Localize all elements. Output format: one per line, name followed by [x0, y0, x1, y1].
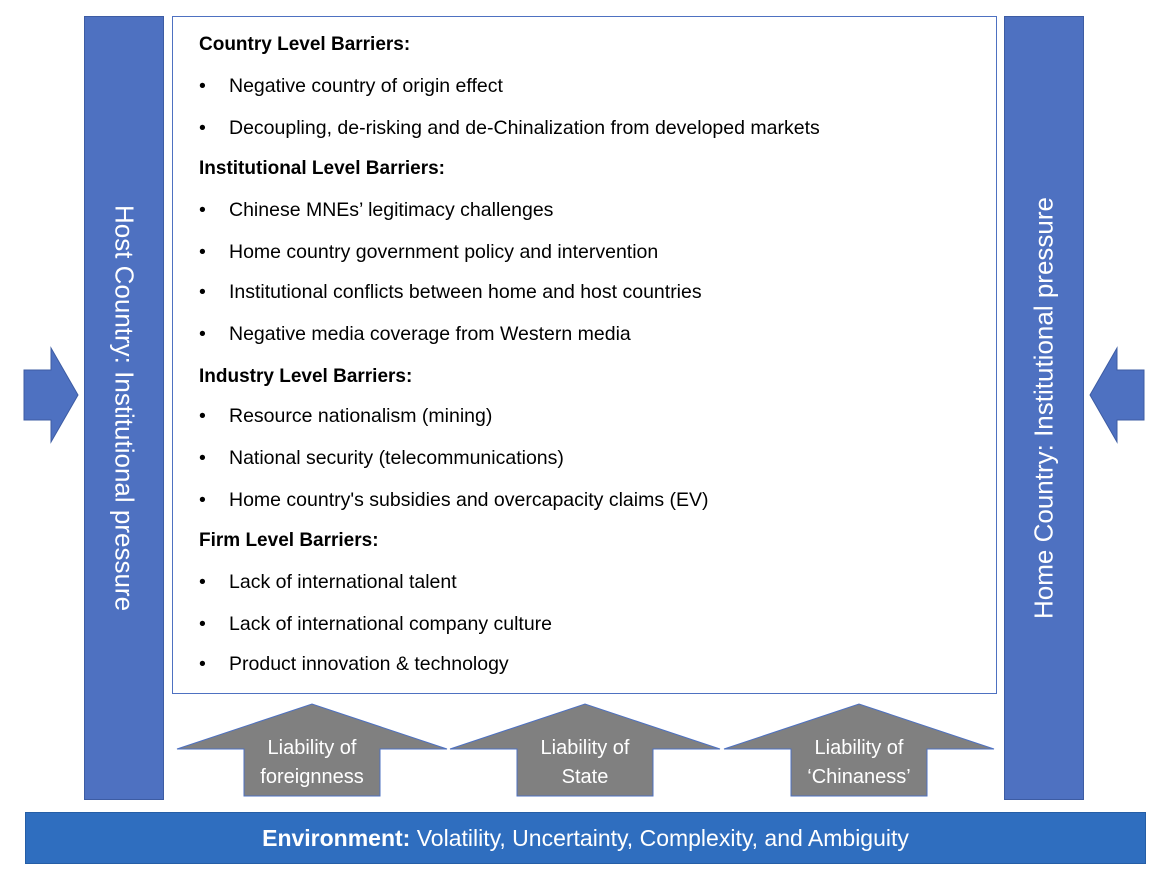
barrier-item-text: Home country's subsidies and overcapacity claims (EV) — [229, 489, 709, 511]
bullet-icon: • — [199, 281, 206, 303]
environment-bar — [25, 812, 1146, 864]
barrier-item-text: National security (telecommunications) — [229, 447, 564, 469]
host-country-pressure-bar — [84, 16, 164, 800]
environment-label: Environment: — [262, 825, 411, 851]
liability-label-line2: foreignness — [260, 766, 364, 788]
environment-text: Volatility, Uncertainty, Complexity, and Ambiguity — [416, 825, 909, 851]
bullet-icon: • — [199, 199, 206, 221]
liability-label — [723, 734, 995, 792]
barrier-item-text: Lack of international company culture — [229, 613, 553, 635]
barrier-item — [199, 199, 553, 222]
barrier-item-text: Home country government policy and intervention — [229, 241, 659, 263]
bullet-icon: • — [199, 405, 206, 427]
barrier-item-text: Institutional conflicts between home and host countries — [229, 281, 702, 303]
barrier-item-text: Decoupling, de-risking and de-Chinalization from developed markets — [229, 117, 820, 139]
barrier-item-text: Product innovation & technology — [229, 653, 509, 675]
barrier-item — [199, 75, 503, 98]
bullet-icon: • — [199, 75, 206, 97]
barrier-item — [199, 281, 702, 304]
institutional-level-title: Institutional Level Barriers: — [199, 158, 446, 179]
barrier-item — [199, 653, 509, 676]
barrier-item-text: Resource nationalism (mining) — [229, 405, 493, 427]
bullet-icon: • — [199, 653, 206, 675]
host-country-pressure-label: Host Country: Institutional pressure — [109, 204, 140, 612]
liability-label-line1: Liability of — [814, 737, 904, 759]
barrier-item — [199, 571, 457, 594]
bullet-icon: • — [199, 323, 206, 345]
barrier-item — [199, 117, 820, 140]
country-level-title: Country Level Barriers: — [199, 34, 411, 55]
industry-level-title: Industry Level Barriers: — [199, 366, 413, 387]
liability-label — [449, 734, 721, 792]
barrier-item — [199, 241, 658, 264]
firm-level-title: Firm Level Barriers: — [199, 530, 379, 551]
left-arrow-icon — [1088, 346, 1146, 444]
barrier-item-text: Lack of international talent — [229, 571, 457, 593]
barrier-item — [199, 405, 492, 428]
liability-chinaness-arrow — [723, 702, 995, 798]
barrier-item-text: Negative country of origin effect — [229, 75, 503, 97]
liability-label-line1: Liability of — [267, 737, 357, 759]
barrier-item — [199, 447, 564, 470]
barrier-item-text: Negative media coverage from Western media — [229, 323, 631, 345]
bullet-icon: • — [199, 117, 206, 139]
bullet-icon: • — [199, 447, 206, 469]
right-arrow-icon — [22, 346, 80, 444]
barrier-item — [199, 323, 631, 346]
home-country-pressure-bar — [1004, 16, 1084, 800]
barriers-panel — [172, 16, 997, 694]
home-country-pressure-label: Home Country: Institutional pressure — [1028, 197, 1059, 619]
bullet-icon: • — [199, 571, 206, 593]
liability-label — [176, 734, 448, 792]
bullet-icon: • — [199, 613, 206, 635]
liability-label-line2: ‘Chinaness’ — [807, 766, 911, 788]
bullet-icon: • — [199, 489, 206, 511]
liability-state-arrow — [449, 702, 721, 798]
barrier-item — [199, 613, 552, 636]
barrier-item-text: Chinese MNEs’ legitimacy challenges — [229, 199, 554, 221]
bullet-icon: • — [199, 241, 206, 263]
liability-label-line2: State — [561, 766, 609, 788]
liability-label-line1: Liability of — [540, 737, 630, 759]
barrier-item — [199, 489, 709, 512]
liability-foreignness-arrow — [176, 702, 448, 798]
